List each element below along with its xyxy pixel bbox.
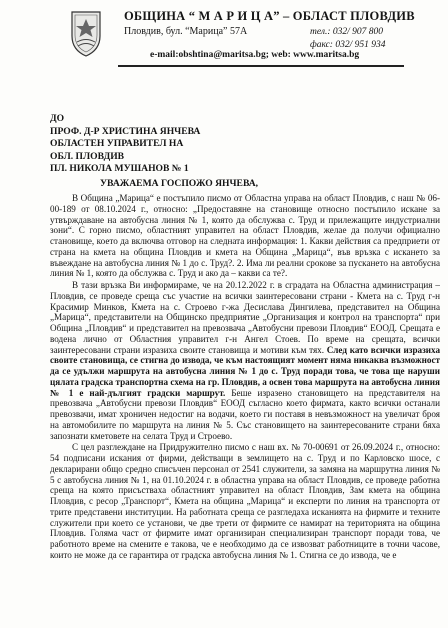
paragraph-3: С цел разглеждане на Придружително писмо с наш вх. № 70-00691 от 26.09.2024 г., относно: 54 подписани искания от фирми, действащи в землището на с. Труд и по Карловско шосе, с декларирани общо средно списъчен персонал от 2541 служители, за замяна на маршрутна линия № 5 с автобусна линия № 1, на 01.10.2024 г. в областна управа на област Пловдив, се проведе работна среща на която присъстваха областният управител на област Пловдив, Зам кмета на община Пловдив, с ресор „Транспорт“, Кмета на община „Марица“ и експерти по линия на транспорта от трите представени институции. На работната среща се разгледаха исканията на фирмите и техните служители при което се установи, че две трети от фирмите се намират на територията на община Пловдив. Голяма част от фирмите имат организиран специализиран транспорт поради това, че работното време на смените е такова, че е необходимо да се извозват работниците в точни часове, които не може да се гарантира от градска автобусна линия № 1. Стигна се до извода, че е xyxy=(50,442,440,560)
recipient-block xyxy=(50,113,200,176)
recipient-name: ПРОФ. Д-Р ХРИСТИНА ЯНЧЕВА xyxy=(50,125,201,137)
salutation: УВАЖАЕМА ГОСПОЖО ЯНЧЕВА, xyxy=(100,178,259,189)
paragraph-2-bold: След като всички изразиха своите становища, се стигна до извода, че към настоящият момент няма никаква възможност да се удължи маршрута на автобусна линия № 1 до с. Труд поради това, че това ще наруши цялата градска транспортна схема на гр. Пловдив, а освен това маршрута на автобусна линия № 1 е най-дългият градски маршрут. xyxy=(50,344,441,398)
phone-number: тел.: 032/ 907 800 xyxy=(310,27,384,37)
letter-body xyxy=(50,193,440,562)
paragraph-1: В Община „Марица“ е постъпило писмо от Областна управа на област Пловдив, с наш № 06-00-189 от 08.10.2024 г., относно: „Предоставяне на становище относно постъпило искане за утвърждаване на автобусна линия № 1, която да обслужва с. Труд и прилежащите индустриални зони“. С горно писмо, областният управител на област Пловдив, желае да получи официално становище, което да включва отговор на следната информация: 1. Какви действия са предприети от страна на кмета на община Пловдив и кмета на Община „Марица“, във връзка с искането за въвеждане на автобусна линия № 1 до с. Труд?. 2. Има ли реални срокове за пускането на автобусна линия № 1, която да обслужва с. Труд и ако да – какви са те?. xyxy=(50,193,440,279)
municipality-address: Пловдив, бул. “Марица” 57А xyxy=(124,26,248,37)
municipality-title: ОБЩИНА “ М А Р И Ц А” – ОБЛАСТ ПЛОВДИВ xyxy=(124,9,415,23)
email-and-web: e-mail:obshtina@maritsa.bg; web: www.maritsa.bg xyxy=(150,50,360,60)
recipient-position: ОБЛАСТЕН УПРАВИТЕЛ НА xyxy=(50,138,184,150)
paragraph-2-part-2: Беше изразено становището на представителя на превозвача „Автобусни превози Пловдив“ ЕООД съгласно което фирмата, както всички останали превозвачи, имат хроничен недостиг на водачи, което ги поставя в невъзможност на увеличат броя на автомобилите по маршрута на линия № 5. Със становището на заинтересованите страни бяха запознати кметовете на селата Труд и Строево. xyxy=(50,387,440,441)
recipient-address: ПЛ. НИКОЛА МУШАНОВ № 1 xyxy=(50,163,189,175)
coat-of-arms-icon xyxy=(66,8,106,58)
paragraph-2 xyxy=(50,280,440,441)
recipient-line: ДО xyxy=(50,113,65,124)
letterhead-divider xyxy=(118,65,404,67)
fax-number: факс: 032/ 951 934 xyxy=(310,40,386,50)
recipient-region: ОБЛ. ПЛОВДИВ xyxy=(50,150,125,162)
paragraph-2-part-1: В тази връзка Ви информираме, че на 20.12.2022 г. в сградата на Областна администрация – Пловдив, се проведе среща със участие на всички заинтересовани страни - Кмета на с. Труд г-н Красимир Минков, Кмета на с. Строево г-жа Десислава Дингилева, представител на Община „Марица“, представители на Общинско предприятие „Организация и контрол на транспорта“ при Община „Пловдив“ и представител на превозвача „Автобусни превози Пловдив“ ЕООД. Срещата е водена лично от Областния управител г-н Ангел Стоев. По време на срещата, всички заинтересовани страни изразиха своите становища и мотиви към тях. xyxy=(50,280,440,355)
